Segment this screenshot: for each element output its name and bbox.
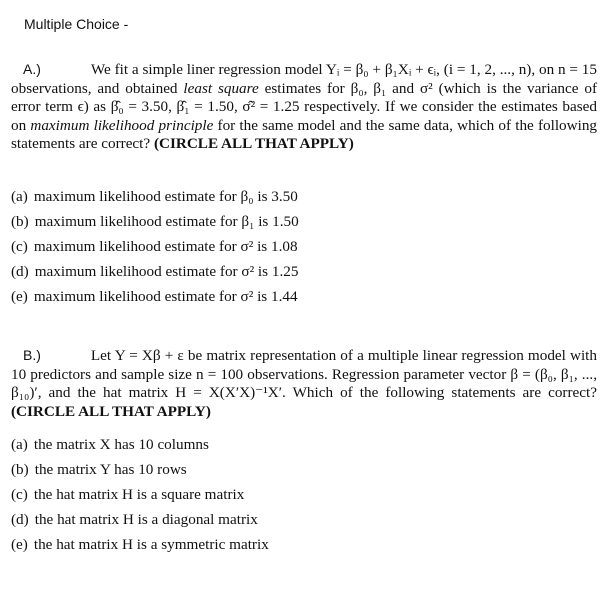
question-b-option-d[interactable] <box>11 507 269 532</box>
question-a-option-a[interactable] <box>11 184 299 209</box>
option-letter: (c) <box>11 238 28 255</box>
question-b-instruction: (CIRCLE ALL THAT APPLY) <box>11 402 211 420</box>
option-letter: (b) <box>11 213 29 230</box>
page-heading: Multiple Choice - <box>24 16 129 32</box>
option-text: maximum likelihood estimate for σ² is 1.44 <box>33 288 298 305</box>
question-a-emphasis-least-square: least square <box>183 79 259 97</box>
option-letter: (d) <box>11 263 29 280</box>
question-a-option-e[interactable] <box>11 284 299 309</box>
question-b-label: B.) <box>23 347 41 363</box>
question-a-label: A.) <box>23 61 41 77</box>
option-text: maximum likelihood estimate for β₁ is 1.50 <box>34 213 299 230</box>
option-text: maximum likelihood estimate for σ² is 1.25 <box>34 263 299 280</box>
option-text: maximum likelihood estimate for σ² is 1.08 <box>33 238 298 255</box>
question-a-instruction: (CIRCLE ALL THAT APPLY) <box>153 135 354 153</box>
question-b-option-c[interactable] <box>11 482 269 507</box>
question-a-option-d[interactable] <box>11 259 299 284</box>
option-letter: (a) <box>11 188 28 205</box>
option-text: the hat matrix H is a symmetric matrix <box>33 536 269 553</box>
question-b-option-e[interactable] <box>11 532 269 557</box>
option-letter: (b) <box>11 461 29 478</box>
option-text: maximum likelihood estimate for β₀ is 3.50 <box>33 188 298 205</box>
option-letter: (e) <box>11 288 28 305</box>
option-text: the matrix X has 10 columns <box>33 436 209 453</box>
question-a-outro: for the same model and the same data, which of the following statements are correct? <box>11 116 598 153</box>
question-a-emphasis-ml: maximum likelihood principle <box>30 116 214 134</box>
option-text: the hat matrix H is a square matrix <box>33 486 245 503</box>
question-b-intro: Let Y = Xβ + ε be matrix representation of a multiple linear regression model with 10 predictors and sample size n = 100 observations. Regression parameter vector β = (β₀, β₁, ..., β₁₀)′, and the hat matrix H = X(X′X)⁻¹X′. Which of the following statements are correct? <box>11 347 597 402</box>
question-a-mid: estimates for β₀, β₁ and σ² (which is the variance of error term ϵ) as β̂₀ = 3.50, β̂₁ = 1.50, σ̂² = 1.25 respectively. If we consider the estimates based on <box>11 79 598 134</box>
option-letter: (a) <box>11 436 28 453</box>
option-letter: (d) <box>11 511 29 528</box>
question-b-options <box>11 432 269 557</box>
question-a-options <box>11 184 299 309</box>
question-a-option-b[interactable] <box>11 209 299 234</box>
option-letter: (c) <box>11 486 28 503</box>
option-text: the matrix Y has 10 rows <box>34 461 187 478</box>
question-b-option-b[interactable] <box>11 457 269 482</box>
question-a-text <box>11 60 597 154</box>
option-letter: (e) <box>11 536 28 553</box>
question-b-option-a[interactable] <box>11 432 269 457</box>
question-a-intro: We fit a simple liner regression model Yᵢ = β₀ + β₁Xᵢ + ϵᵢ, (i = 1, 2, ..., n), on n = 15 observations, and obtained <box>11 61 597 97</box>
question-b-text <box>11 346 597 421</box>
question-a-option-c[interactable] <box>11 234 299 259</box>
option-text: the hat matrix H is a diagonal matrix <box>34 511 258 528</box>
